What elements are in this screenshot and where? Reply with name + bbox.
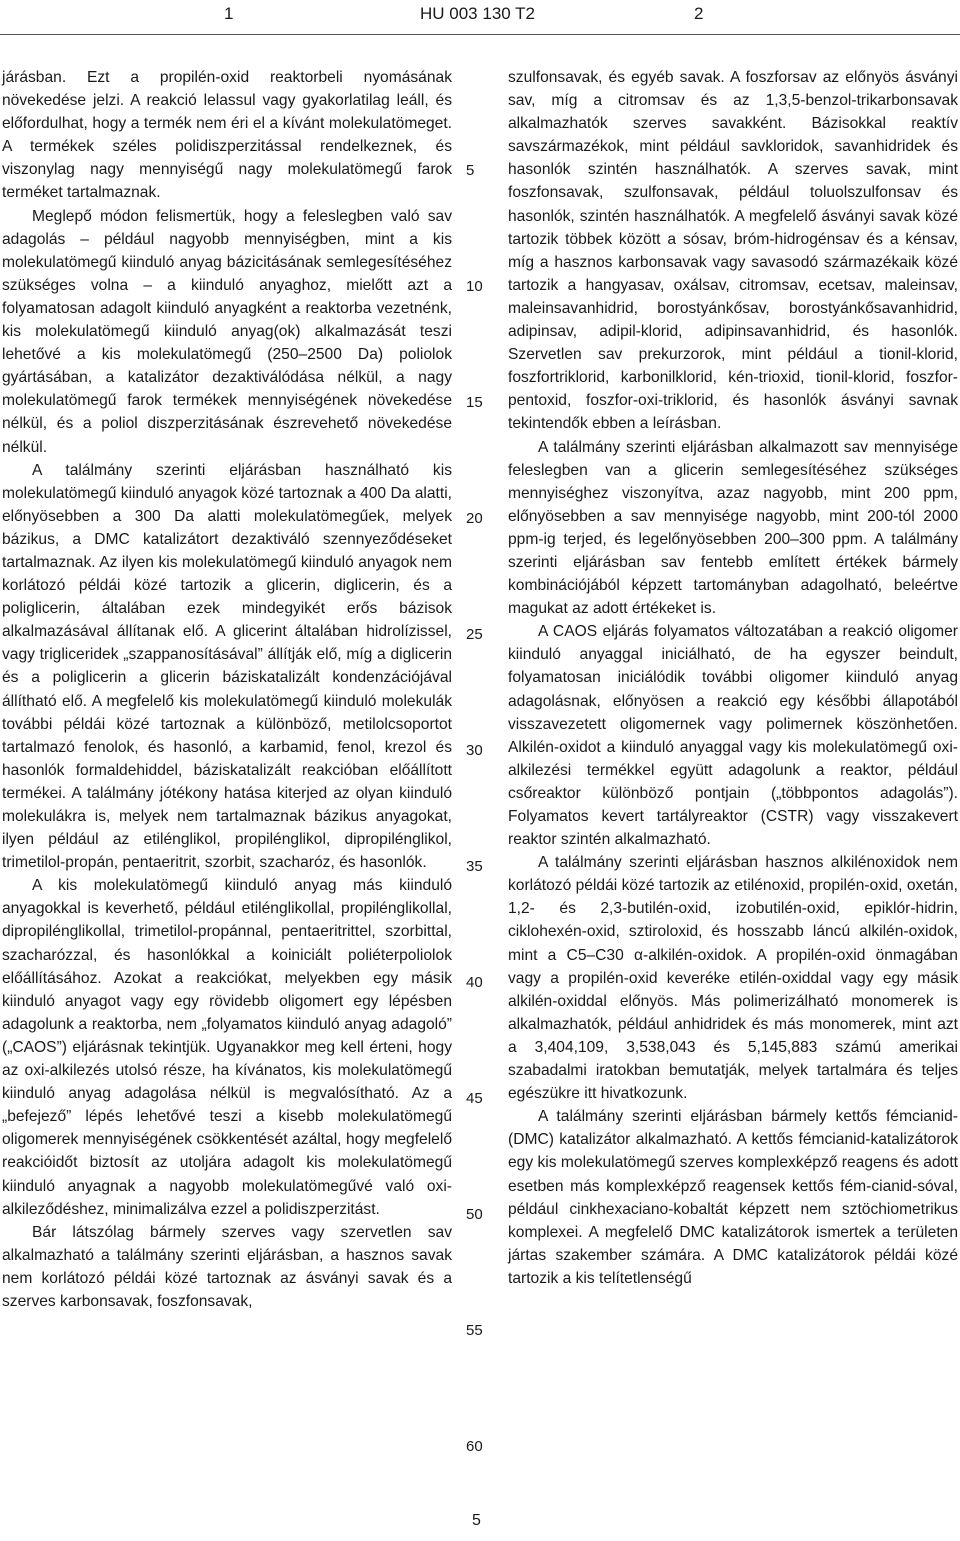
- line-number: 55: [466, 1322, 483, 1339]
- page-number: 5: [472, 1512, 481, 1529]
- paragraph: szulfonsavak, és egyéb savak. A foszforsav az előnyös ásványi sav, míg a citromsav és az 1,3,5-benzol-trikarbonsavak alkalmazhatók szerves savakként. Bázisokkal reaktív savszármazékok, mint például savkloridok, savanhidridek és hasonlók szintén használhatók. A szerves savak, mint foszfonsavak, szulfonsavak, például toluolszulfonsav és hasonlók, szintén használhatók. A megfelelő ásványi savak közé tartozik többek között a sósav, bróm-hidrogénsav és a kénsav, míg a hasznos karbonsavak vagy savasodó származékaik közé tartozik a hangyasav, oxálsav, citromsav, ecetsav, maleinsav, maleinsavanhidrid, borostyánkősav, borostyánkősavanhidrid, adipinsav, adipil-klorid, adipinsavanhidrid, és hasonlók. Szervetlen sav prekurzorok, mint például a tionil-klorid, foszfortriklorid, karbonilklorid, kén-trioxid, tionil-klorid, foszfor-pentoxid, foszfor-oxi-triklorid, és hasonlók ásványi savnak tekintendők ebben a leírásban.: [508, 69, 958, 433]
- left-column: [2, 66, 452, 1313]
- paragraph: A kis molekulatömegű kiinduló anyag más kiinduló anyagokkal is keverhető, például etilénglikollal, propilénglikollal, dipropilénglikollal, trimetilol-propánnal, pentaeritrittel, szorbittal, szacharózzal, és hasonlókkal a koiniciált poliéterpoliolok előállításához. Azokat a reakciókat, melyekben egy másik kiinduló anyagot vagy egy rövidebb oligomert egy lépésben adagolunk a reaktorba, nem „folyamatos kiinduló anyag adagoló” („CAOS”) eljárásnak tekintjük. Ugyanakkor meg kell érteni, hogy az oxi-alkilezés utolsó része, ha kívánatos, kis molekulatömegű kiinduló anyag adagolása nélkül is megvalósítható. Az a „befejező” lépés lehetővé teszi a kisebb molekulatömegű oligomerek mennyiségének csökkentését azáltal, hogy megfelelő reakcióidőt biztosít az utoljára adagolt kis molekulatömegű kiinduló anyagnak a nagyobb molekulatömegűvé való oxi-alkileződéshez, minimalizálva ezzel a polidiszperzitást.: [2, 877, 452, 1218]
- line-number: 50: [466, 1206, 483, 1223]
- line-number: 10: [466, 278, 483, 295]
- paragraph: A találmány szerinti eljárásban hasznos alkilénoxidok nem korlátozó példái közé tartozik az etilénoxid, propilén-oxid, oxetán, 1,2- és 2,3-butilén-oxid, izobutilén-oxid, epiklór-hidrin, ciklohexén-oxid, sztiroloxid, és hosszabb láncú alkilén-oxidok, mint a C5–C30 α-alkilén-oxidok. A propilén-oxid önmagában vagy a propilén-oxid keveréke etilén-oxiddal vagy egy másik alkilén-oxiddal előnyös. Más polimerizálható monomerek is alkalmazhatók, például anhidridek és más monomerek, mint azt a 3,404,109, 3,538,043 és 5,145,883 számú amerikai szabadalmi iratokban bemutatják, melyek tartalmára és teljes egészükre itt hivatkozunk.: [508, 854, 958, 1103]
- paragraph: Bár látszólag bármely szerves vagy szervetlen sav alkalmazható a találmány szerinti eljárásban, a hasznos savak nem korlátozó példái közé tartoznak az ásványi savak és a szerves karbonsavak, foszfonsavak,: [2, 1223, 452, 1310]
- header-doc-id: HU 003 130 T2: [420, 4, 535, 23]
- right-column: [508, 66, 958, 1290]
- header-page-right: 2: [694, 4, 704, 23]
- line-number: 15: [466, 394, 483, 411]
- line-number: 20: [466, 510, 483, 527]
- line-number: 5: [466, 162, 475, 179]
- line-number: 60: [466, 1438, 483, 1455]
- paragraph: Meglepő módon felismertük, hogy a feleslegben való sav adagolás – például nagyobb mennyiségben, mint a kis molekulatömegű kiinduló anyag bázicitásának semlegesítéséhez szükséges volna – a kiinduló anyaghoz, mielőtt azt a folyamatosan adagolt kiinduló anyagként a reaktorba vezetnénk, kis molekulatömegű kiinduló anyag(ok) alkalmazását teszi lehetővé a kis molekulatömegű (250–2500 Da) poliolok gyártásában, a katalizátor dezaktiválódása nélkül, a nagy molekulatömegű farok termékek mennyiségének növekedése nélkül, és a poliol diszperzitásának észrevehető növekedése nélkül.: [2, 207, 452, 456]
- line-number: 30: [466, 742, 483, 759]
- paragraph: A találmány szerinti eljárásban bármely kettős fémcianid- (DMC) katalizátor alkalmazható. A kettős fémcianid-katalizátorok egy kis molekulatömegű szerves komplexképző reagens és adott esetben más komplexképző reagensek kettős fém-cianid-sóval, például cinkhexaciano-kobaltát képzett nem sztöchiometrikus komplexei. A megfelelő DMC katalizátorok ismertek a területen jártas szakember számára. A DMC katalizátorok példái közé tartozik a kis telítetlenségű: [508, 1108, 958, 1287]
- header-rule: [0, 34, 960, 35]
- paragraph: A CAOS eljárás folyamatos változatában a reakció oligomer kiinduló anyaggal iniciálható, de ha egyszer beindult, folyamatosan iniciálódik további oligomer kiinduló anyag adagolásnak, előnyösen a reakció egy későbbi állapotából visszavezetett oligomernek vagy polimernek köszönhetően. Alkilén-oxidot a kiinduló anyaggal vagy kis molekulatömegű oxi-alkilezési termékkel együtt adagolunk a reaktor, például csőreaktor különböző pontjain („többpontos adagolás”). Folyamatos kevert tartályreaktor (CSTR) vagy visszakevert reaktor szintén alkalmazható.: [508, 623, 958, 849]
- line-number: 35: [466, 858, 483, 875]
- paragraph: A találmány szerinti eljárásban alkalmazott sav mennyisége feleslegben van a glicerin semlegesítéséhez szükséges mennyiséghez viszonyítva, azaz nagyobb, mint 200 ppm, előnyösebben a sav mennyisége nagyobb, mint 200-tól 2000 ppm-ig terjed, és legelőnyösebben 200–300 ppm. A találmány szerinti eljárásban sav fentebb említett értékek bármely kombinációjából képzett tartományban adagolható, beleértve magukat az adott értékeket is.: [508, 438, 958, 618]
- header-page-left: 1: [224, 4, 234, 23]
- line-number: 45: [466, 1090, 483, 1107]
- paragraph: járásban. Ezt a propilén-oxid reaktorbeli nyomásának növekedése jelzi. A reakció lelassul vagy gyakorlatilag leáll, és előfordulhat, hogy a termék nem éri el a kívánt molekulatömeget. A termékek széles polidiszperzitással rendelkeznek, és viszonylag nagy mennyiségű nagy molekulatömegű farok terméket tartalmaznak.: [2, 69, 452, 202]
- line-number: 25: [466, 626, 483, 643]
- paragraph: A találmány szerinti eljárásban használható kis molekulatömegű kiinduló anyagok közé tartoznak a 400 Da alatti, előnyösebben a 300 Da alatti molekulatömegűek, melyek bázikus, a DMC katalizátort dezaktiváló szennyeződéseket tartalmaznak. Az ilyen kis molekulatömegű kiinduló anyagok nem korlátozó példái közé tartozik a glicerin, diglicerin, és a poliglicerin, általában ezek mindegyikét erős bázisok alkalmazásával állítanak elő. A glicerint általában hidrolízissel, vagy trigliceridek „szappanosításával” állítják elő, míg a diglicerin és a poliglicerin a glicerin báziskatalizált kondenzációjával állítható elő. A megfelelő kis molekulatömegű kiinduló molekulák további példái közé tartoznak a különböző, metilolcsoportot tartalmazó fenolok, és hasonló, a karbamid, fenol, krezol és hasonlók formaldehiddel, báziskatalizált reakcióban előállított termékei. A találmány jótékony hatása kiterjed az olyan kiinduló molekulákra is, melyek nem tartalmaznak bázikus anyagokat, ilyen például az etilénglikol, propilénglikol, dipropilénglikol, trimetilol-propán, pentaeritrit, szorbit, szacharóz, és hasonlók.: [2, 461, 452, 872]
- page-header: [0, 0, 960, 32]
- line-number: 40: [466, 974, 483, 991]
